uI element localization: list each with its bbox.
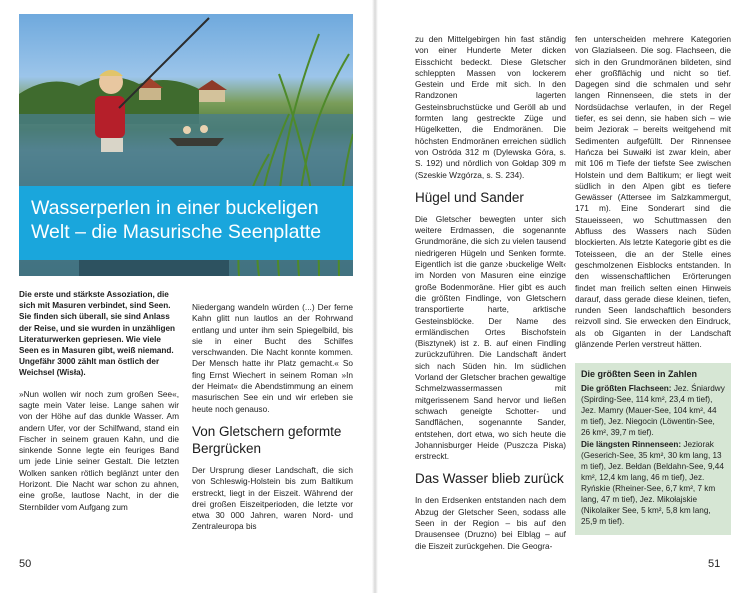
box-title: Die größten Seen in Zahlen: [581, 369, 698, 379]
flat-lakes-label: Die größten Flachseen:: [581, 384, 672, 394]
boy-shirt: [95, 96, 125, 138]
moraene-paragraph: zu den Mittelgebirgen hin fast ständig von einer Hunderte Meter dicken Eisschicht bedeckt. Diese Gletscher schleppten Massen von lockerem Gestein und Erde mit sich. In den Randzonen lagerten Gesteinsbruchstücke und Geröll ab und formten lang gestreckte Züge und Hügelketten, die Endmoränen. Die höchsten Endmoränen erreichen südlich von Ostróda 312 m (Dylewska Góra, s. S. 192) und nördlich von Gołdap 309 m (Szeskie Wzgórza, s. S. 234).: [415, 34, 566, 180]
house: [139, 88, 161, 100]
house-roof: [197, 80, 227, 90]
left-column-2: [192, 302, 353, 533]
glazialseen-paragraph: fen unterscheiden mehrere Kategorien von Glazialseen. Die sog. Flachseen, die sich in den Grundmoränen bildeten, sind eher großflächig und nicht so tief. Dagegen sind die schmalen und sehr langen Rinnenseen, die stets in der Nordsüdachse verlaufen, in der Regel tiefer, es sei denn, sie haben sich – wie beim Jeziorak – bereits weitgehend mit Sedimenten aufgefüllt. Der Rinnensee Hańcza bei Suwałki ist zwar klein, aber mit 106 m Tiefe der tiefste See zwischen Holstein und dem Baltikum; er liegt weit südlich in den Alpen gibt es tiefere Gewässer (Attersee im Salzkammergut, 171 m). Eine Sonderart sind die Staueisseen, wo Schuttmassen den Abfluss des Wassers nach Süden blockierten. Als letzte Kategorie gibt es die Toteisseen, die an der Stelle eines geschmolzenen Eisblocks entstanden. In den wissenschaftlichen Erörterungen findet man freilich selten einen Hinweis darauf, dass gerade diese kleinen, tiefen, runden Seen landschaftlich besonders reizvoll sind. Sie erwecken den Eindruck, als ob Giganten in der Landschaft glänzende Perlen verstreut hätten.: [575, 34, 731, 350]
house: [199, 90, 225, 102]
right-column-2: [575, 34, 731, 350]
intro-paragraph: Die erste und stärkste Assoziation, die sich mit Masuren verbindet, sind Seen. Sie finden sich überall, sie sind Anlass der Reise, und sie wurden in unzähligen Literaturwerken gepriesen. Wie viele Seen es in Masuren gibt, weiß niemand. Ungefähr 3000 zählt man östlich der Weichsel (Wisła).: [19, 290, 176, 378]
wasser-paragraph: In den Erdsenken entstanden nach dem Abzug der Gletscher Seen, sodass alle Seen in der Region – bis auf den Drausensee (Druzno) bei Elbląg – auf die Eiszeit zurückgehen. Die Geogra-: [415, 495, 566, 551]
chapter-title: Wasserperlen in einer buckeligen Welt – die Masurische Seenplatte: [31, 197, 322, 243]
page-number-right: 51: [708, 558, 721, 570]
chapter-banner: [19, 186, 353, 260]
huegel-paragraph: Die Gletscher bewegten unter sich weitere Erdmassen, die sogenannte Grundmoräne, die sich zu vielen tausend niedrigeren Hügeln und Senken formte. Eigentlich ist die ganze ›buckelige Welt‹ im Norden von Masuren eine einzige große Bodenmoräne. Hier gibt es auch die größten Findlinge, von Gletschern transportierte harte, arktische Gesteinsblöcke. Der Name des ermländischen Ortes Bischofstein (Bisztynek) ist z. B. auf einen Findling zurückzuführen. Die Landschaft ändert sich nach Süden hin. Im südlichen Vorland der Gletscher brachen gewaltige Schmelzwassermassen mit mitgerissenem Sand hervor und ließen schwach geneigte Schotter- und Sandflächen, sogenannte Sander, entstehen, dort etwa, wo sich heute die Johannisburger Heide (Puszcza Piska) erstreckt.: [415, 213, 566, 462]
boy-hair: [99, 70, 123, 76]
quote-paragraph: »Nun wollen wir noch zum großen See«, sagte mein Vater leise. Lange sahen wir von der Höhe auf das dunkle Wasser. Am andern Ufer, vor der Schilfwand, stand ein Fischer in seinem grauen Kahn, und die sinkende Sonne legte ein feuriges Band um jede Linie seiner Gestalt. Die letzten Wolken sanken rötlich beglänzt unter den Horizont. Die Nacht war schon zu ahnen, eine große, lautlose Nacht, in der die Sternbilder vom Aufgang zum: [19, 388, 179, 512]
box-long-lakes: [581, 439, 725, 528]
boat-person: [200, 125, 208, 133]
lake-facts-box: [575, 363, 731, 535]
section-heading-huegel: Hügel und Sander: [415, 189, 524, 205]
boat: [169, 138, 224, 146]
box-flat-lakes: [581, 383, 725, 438]
long-lakes-label: Die längsten Rinnenseen:: [581, 439, 682, 449]
flat-lakes-text: Jez. Śniardwy (Spirding-See, 114 km², 23,4 m tief), Jez. Mamry (Mauer-See, 104 km², 44 m tief), Jez. Niegocin (Löwentin-See, 26 km², 39,7 m tief).: [581, 384, 725, 438]
long-lakes-text: Jeziorak (Geserich-See, 35 km², 30 km lang, 13 m tief), Jez. Bełdan (Beldahn-See, 9,44 km², 12,4 km lang, 46 m tief), Jez. Ryńskie (Rheiner-See, 6,7 km², 7 km lang, 47 m tief), Jez. Mikołajskie (Nikolaiker See, 5 km², 5,8 km lang, 25,9 m tief).: [581, 439, 724, 527]
section-heading-gletscher: Von Gletschern geformte Bergrücken: [192, 423, 342, 456]
page-number-left: 50: [19, 558, 32, 570]
gletscher-paragraph: Der Ursprung dieser Landschaft, die sich von Schleswig-Holstein bis zum Baltikum erstreckt, liegt in der Eiszeit. Während der drei großen Eiszeitperioden, die letzte vor etwa 30 000 Jahren, waren Nord- und Zentraleuropa bis: [192, 464, 353, 532]
section-heading-wasser: Das Wasser blieb zurück: [415, 471, 564, 487]
left-column-1: [19, 289, 179, 513]
boy-shorts: [101, 138, 123, 152]
right-column-1: [415, 34, 566, 552]
quote-continuation: Niedergang wandeln würden (...) Der ferne Kahn glitt nun lautlos an der Rohrwand entlang und unter ihm sein Spiegelbild, bis sie in einer Bucht des Schilfes verschwanden. Die Nacht konnte kommen. Der Mensch hatte ihr Platz gemacht.« So fing Ernst Wiechert in seinem Roman »In der Heimat« die Abendstimmung an einem masurischen See ein und wir erleben sie heute noch genauso.: [192, 302, 353, 414]
boat-person: [183, 126, 191, 134]
